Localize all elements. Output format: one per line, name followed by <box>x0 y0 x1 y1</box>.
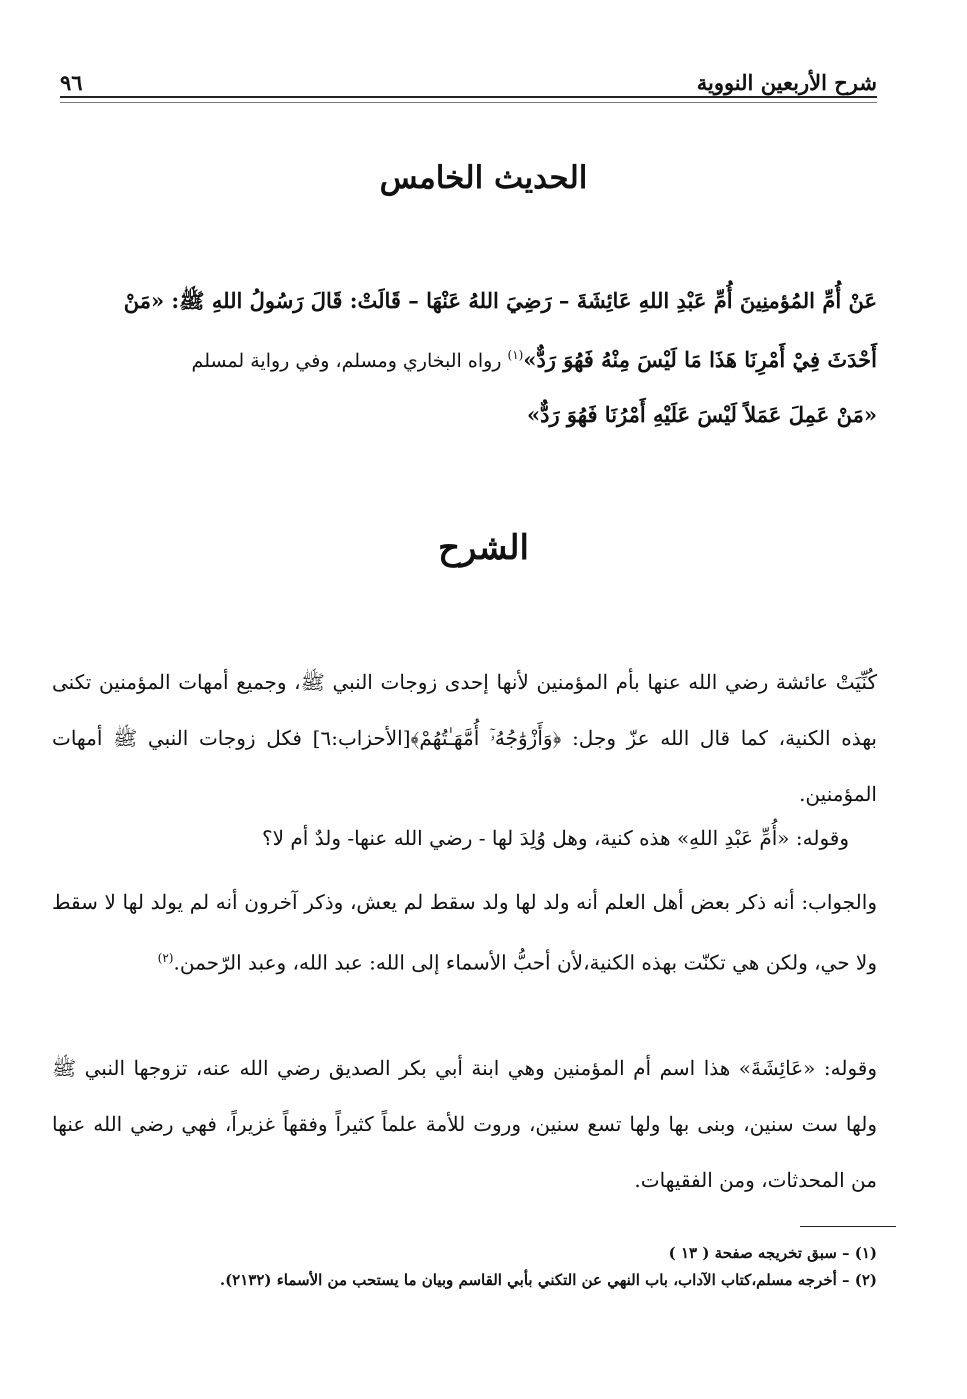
page-number: ٩٦ <box>60 70 83 95</box>
paragraph-answer-text <box>52 874 877 991</box>
paragraph-question-text: وقوله: «أُمِّ عَبْدِ اللهِ» هذه كنية، وهل وُلِدَ لها - رضي الله عنها- ولدٌ أم لا؟ <box>262 826 849 850</box>
running-header <box>60 66 877 100</box>
explanation-title: الشرح <box>438 528 529 568</box>
header-divider <box>60 96 877 103</box>
hadith-text <box>52 274 877 442</box>
paragraph-answer-body: والجواب: أنه ذكر بعض أهل العلم أنه ولد لها ولد سقط لم يعش، وذكر آخرون أنه لم يولد لها لا سقط ولا حي، ولكن هي تكنّت بهذه الكنية،لأن أحبُّ الأسماء إلى الله: عبد الله، وعبد الرّحمن. <box>52 890 877 975</box>
footnote-2: (٢) – أخرجه مسلم،كتاب الآداب، باب النهي عن التكني بأبي القاسم وبيان ما يستحب من الأسماء (٢١٣٢). <box>219 1271 877 1289</box>
paragraph-kunya-text: كُنِّيَتْ عائشة رضي الله عنها بأم المؤمنين لأنها إحدى زوجات النبي ﷺ، وجميع أمهات المؤمنين تكنى بهذه الكنية، كما قال الله عزّ وجل: ﴿وَأَزْوَٰجُهُۥٓ أُمَّهَـٰتُهُمْ﴾[الأحزاب:٦] فكل زوجات النبي ﷺ أمهات المؤمنين. <box>52 670 877 806</box>
hadith-line-2-text: أَحْدَثَ فِيْ أَمْرِنَا هَذَا مَا لَيْسَ مِنْهُ فَهُوَ رَدٌّ» <box>523 347 877 372</box>
footnote-1: (١) – سبق تخريجه صفحة ( ١٣ ) <box>668 1244 877 1262</box>
footnote-ref-2: (٢) <box>157 951 174 965</box>
footnotes <box>52 1240 877 1294</box>
hadith-line-1: عَنْ أُمِّ المُؤمنِينَ أُمِّ عَبْدِ اللهِ عَائِشَةَ – رَضِيَ اللهُ عَنْهَا – قَالَتْ: قَالَ رَسُولُ اللهِ ﷺ: «مَنْ <box>123 288 877 313</box>
book-title: شرح الأربعين النووية <box>696 70 877 95</box>
hadith-line-3: «مَنْ عَمِلَ عَمَلاً لَيْسَ عَلَيْهِ أَمْرُنَا فَهُوَ رَدٌّ» <box>527 402 877 427</box>
footnote-divider <box>800 1226 896 1227</box>
paragraph-kunya <box>52 654 877 822</box>
paragraph-aisha-text: وقوله: «عَائِشَةَ» هذا اسم أم المؤمنين وهي ابنة أبي بكر الصديق رضي الله عنه، تزوجها النبي ﷺ ولها ست سنين، وبنى بها ولها تسع سنين، وروت للأمة علماً كثيراً وفقهاً غزيراً، فهي رضي الله عنها من المحدثات، ومن الفقيهات. <box>52 1056 877 1192</box>
paragraph-answer <box>52 874 877 991</box>
hadith-line-2 <box>52 328 877 388</box>
paragraph-aisha <box>52 1040 877 1208</box>
paragraph-question <box>52 810 877 866</box>
section-title: الحديث الخامس <box>379 160 588 196</box>
hadith-line-2-narration: رواه البخاري ومسلم، وفي رواية لمسلم <box>191 350 508 372</box>
footnote-ref-1: (١) <box>507 348 524 362</box>
